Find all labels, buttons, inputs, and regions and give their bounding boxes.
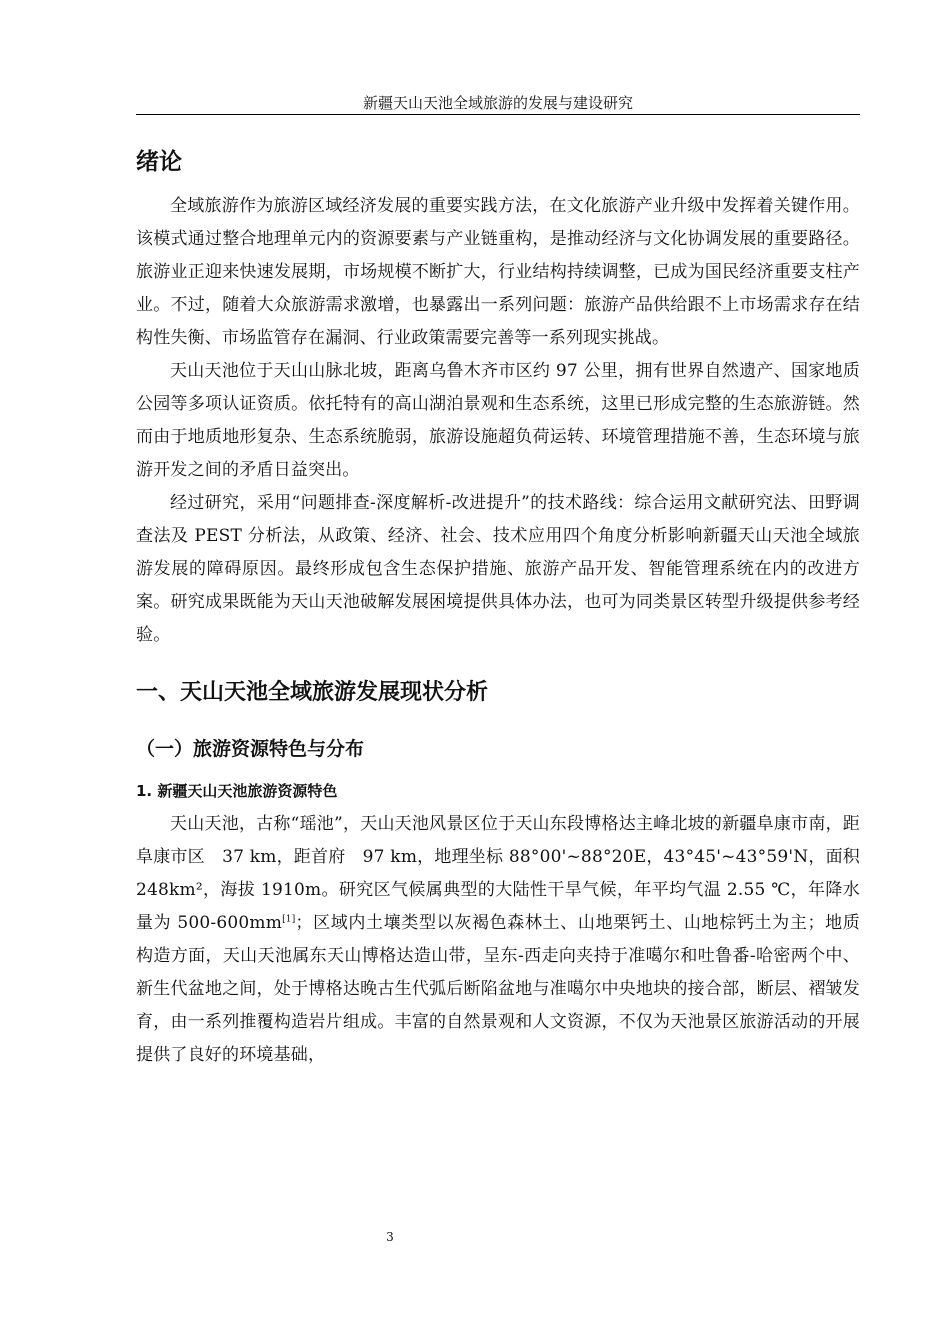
section-1-heading: 一、天山天池全域旅游发展现状分析 <box>136 680 489 705</box>
running-header-title: 新疆天山天池全域旅游的发展与建设研究 <box>362 94 633 112</box>
intro-paragraph-1: 全域旅游作为旅游区域经济发展的重要实践方法，在文化旅游产业升级中发挥着关键作用。该模式通过整合地理单元内的资源要素与产业链重构，是推动经济与文化协调发展的重要路径。旅游业正迎来快速发展期，市场规模不断扩大，行业结构持续调整，已成为国民经济重要支柱产业。不过，随着大众旅游需求激增，也暴露出一系列问题：旅游产品供给跟不上市场需求存在结构性失衡、市场监管存在漏洞、行业政策需要完善等一系列现实挑战。 <box>136 196 860 348</box>
page-number: 3 <box>386 1230 394 1244</box>
paragraph-text-part-2: ；区域内土壤类型以灰褐色森林土、山地栗钙土、山地棕钙土为主；地质构造方面，天山天池属东天山博格达造山带，呈东-西走向夹持于准噶尔和吐鲁番-哈密两个中、新生代盆地之间，处于博格达晚古生代弧后断陷盆地与准噶尔中央地块的接合部，断层、褶皱发育，由一系列推覆构造岩片组成。丰富的自然景观和人文资源，不仅为天池景区旅游活动的开展提供了良好的环境基础， <box>136 913 860 1065</box>
section-1-paragraph <box>136 808 860 1072</box>
paragraph-text-part-1: 天山天池，古称“瑶池”，天山天池风景区位于天山东段博格达主峰北坡的新疆阜康市南，距阜康市区 37 km，距首府 97 km，地理坐标 88°00'~88°20E，43°45'~43°59'N，面积 248km²，海拔 1910m。研究区气候属典型的大陆性干旱气候，年平均气温 2.55 ℃，年降水量为 500-600mm <box>136 814 860 933</box>
main-content <box>136 144 860 1072</box>
subsubsection-1-heading: 1. 新疆天山天池旅游资源特色 <box>136 782 338 800</box>
header-divider <box>136 114 860 115</box>
intro-heading: 绪论 <box>136 149 182 175</box>
citation-reference[interactable]: [1] <box>282 914 296 925</box>
subsection-1-heading: （一）旅游资源特色与分布 <box>136 738 365 760</box>
intro-paragraph-3: 经过研究，采用“问题排查-深度解析-改进提升”的技术路线：综合运用文献研究法、田野调查法及 PEST 分析法，从政策、经济、社会、技术应用四个角度分析影响新疆天山天池全域旅游发展的障碍原因。最终形成包含生态保护措施、旅游产品开发、智能管理系统在内的改进方案。研究成果既能为天山天池破解发展困境提供具体办法，也可为同类景区转型升级提供参考经验。 <box>136 493 860 645</box>
intro-paragraph-2: 天山天池位于天山山脉北坡，距离乌鲁木齐市区约 97 公里，拥有世界自然遗产、国家地质公园等多项认证资质。依托特有的高山湖泊景观和生态系统，这里已形成完整的生态旅游链。然而由于地质地形复杂、生态系统脆弱，旅游设施超负荷运转、环境管理措施不善，生态环境与旅游开发之间的矛盾日益突出。 <box>136 361 860 480</box>
